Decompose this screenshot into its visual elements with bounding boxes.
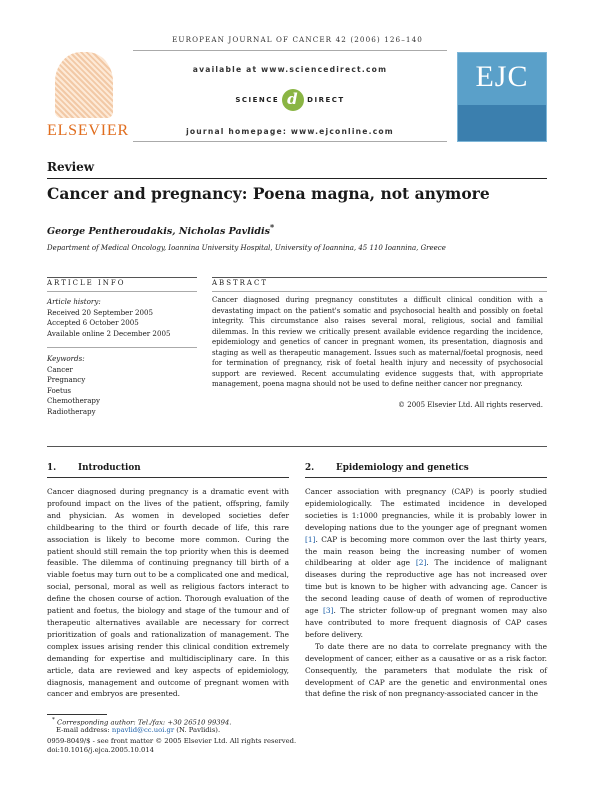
section-body <box>47 486 289 700</box>
affiliation: Department of Medical Oncology, Ioannina University Hospital, University of Ioannina, 45 110 Ioannina, Greece <box>47 244 446 252</box>
keyword: Pregnancy <box>47 375 86 384</box>
citation-link[interactable]: [3] <box>322 606 334 616</box>
issn-line: 0959-8049/$ - see front matter © 2005 Elsevier Ltd. All rights reserved. <box>47 737 297 745</box>
footnote-email <box>56 726 220 735</box>
author-list <box>47 223 274 237</box>
divider <box>47 347 197 348</box>
text-run: Cancer association with pregnancy (CAP) is poorly studied epidemiologically. The estimated incidence in developed societies is 1:1000 pregnancies, while it is probably lower in developing nations due to the younger age of pregnant women <box>305 487 547 532</box>
doi-line[interactable]: doi:10.1016/j.ejca.2005.10.014 <box>47 746 154 754</box>
ejc-cover-band <box>458 105 546 141</box>
history-online: Available online 2 December 2005 <box>47 328 171 338</box>
section-title: Epidemiology and genetics <box>336 463 469 473</box>
keyword: Cancer <box>47 364 73 374</box>
running-head: EUROPEAN JOURNAL OF CANCER 42 (2006) 126–140 <box>172 35 423 44</box>
history-label: Article history: <box>47 297 101 306</box>
abstract-copyright: © 2005 Elsevier Ltd. All rights reserved. <box>398 401 543 409</box>
footnote-mark: * <box>52 717 55 723</box>
corr-text: Corresponding author: Tel./fax: +30 26510 99394. <box>57 718 232 727</box>
text-run: . The incidence of malignant diseases during the reproductive age has not increased over time but is known to be higher with advancing age. Cancer is the second leading cause of death of women of reproductive age <box>305 558 547 616</box>
divider <box>47 178 547 179</box>
section-number: 2. <box>305 463 315 473</box>
elsevier-tree-icon <box>55 52 113 118</box>
citation-link[interactable]: [2] <box>415 558 427 568</box>
divider <box>47 477 289 478</box>
history-received: Received 20 September 2005 <box>47 307 154 317</box>
email-label: E-mail address: <box>56 726 112 734</box>
abstract-text: Cancer diagnosed during pregnancy constitutes a difficult clinical condition with a devastating impact on the patient's somatic and psychosocial health and possibly on foetal integrity. This circumstance also raises several moral, religious, social and familial dilemmas. In this review we critically present available evidence regarding the incidence, epidemiology and genetics of cancer in pregnant women, its presentation, diagnosis and staging as well as therapeutic management. Issues such as maternal/foetal prognosis, need for termination of pregnancy, risk of foetal health injury and necessity of psychosocial support are reviewed. Recent accumulating evidence suggests that, with appropriate management, poena magna should not be used to define neither cancer nor pregnancy. <box>212 296 543 389</box>
keyword: Chemotherapy <box>47 396 100 405</box>
sd-left: SCIENCE <box>235 96 280 104</box>
history-accepted: Accepted 6 October 2005 <box>47 318 139 327</box>
divider <box>47 446 547 447</box>
sciencedirect-logo <box>133 89 447 111</box>
keyword: Foetus <box>47 385 72 395</box>
article-type: Review <box>47 160 95 174</box>
section-heading <box>47 463 141 473</box>
divider <box>212 277 547 278</box>
divider <box>305 477 547 478</box>
sd-right: DIRECT <box>307 96 345 104</box>
keywords <box>47 354 197 417</box>
email-link[interactable]: npavlid@cc.uoi.gr <box>111 726 175 734</box>
abstract-heading: ABSTRACT <box>212 279 269 287</box>
section-number: 1. <box>47 463 57 473</box>
sciencedirect-link[interactable]: available at www.sciencedirect.com <box>192 65 388 74</box>
journal-banner <box>47 50 547 146</box>
sd-mark-icon: d <box>282 89 304 111</box>
divider <box>212 291 547 292</box>
paragraph: To date there are no data to correlate pregnancy with the development of cancer, either as a causative or as a risk factor. Consequently, the parameters that modulate the risk of development of CAP are the genetic and environmental ones that define the risk of non pregnancy-associated cancer in the <box>305 641 547 699</box>
paragraph <box>305 486 547 641</box>
text-run: . CAP is becoming more common over the last thirty years, the main reason being the increasing number of women childbearing at older age <box>305 534 547 568</box>
banner-center <box>133 50 447 142</box>
section-title: Introduction <box>78 463 141 473</box>
ejc-cover-letters: EJC <box>475 60 529 93</box>
elsevier-wordmark: ELSEVIER <box>47 122 129 139</box>
elsevier-logo <box>47 52 129 140</box>
article-history <box>47 297 197 339</box>
paragraph: Cancer diagnosed during pregnancy is a dramatic event with profound impact on the lives of the patient, offspring, family and physician. As women in developed societies defer childbearing to the third or fourth decade of life, this rare association is likely to become more common. Curing the patient should still remain the top priority when this is deemed feasible. The dilemma of continuing pregnancy till birth of a viable foetus may turn out to be a complicated one and medical, social, personal, moral as well as religious factors interact to define the chosen course of action. Thorough evaluation of the patient and foetus, the biology and stage of the tumour and of therapeutic alternatives available are necessary for correct prioritization of goals and rationalization of management. The complex issues arising render this clinical condition extremely demanding for expertise and multidisciplinary care. In this article, data are reviewed and key aspects of epidemiology, diagnosis, management and outcome of pregnant women with cancer and embryos are presented. <box>47 487 289 699</box>
ejc-cover-image <box>457 52 547 142</box>
section-heading <box>305 463 469 473</box>
section-body <box>305 486 547 700</box>
keyword: Radiotherapy <box>47 406 96 416</box>
email-suffix: (N. Pavlidis). <box>174 726 221 734</box>
citation-link[interactable]: [1] <box>305 534 316 544</box>
keywords-label: Keywords: <box>47 354 85 363</box>
article-title: Cancer and pregnancy: Poena magna, not anymore <box>47 184 490 203</box>
divider <box>47 277 197 278</box>
authors-text: George Pentheroudakis, Nicholas Pavlidis <box>47 226 270 238</box>
journal-homepage-link[interactable]: journal homepage: www.ejconline.com <box>186 127 394 136</box>
footnote-divider <box>47 714 107 715</box>
corresponding-mark[interactable]: * <box>270 223 275 232</box>
article-info-heading: ARTICLE INFO <box>47 279 126 287</box>
text-run: . The stricter follow-up of pregnant women may also have contributed to more frequent diagnosis of CAP cases before delivery. <box>305 606 547 639</box>
divider <box>47 291 197 292</box>
